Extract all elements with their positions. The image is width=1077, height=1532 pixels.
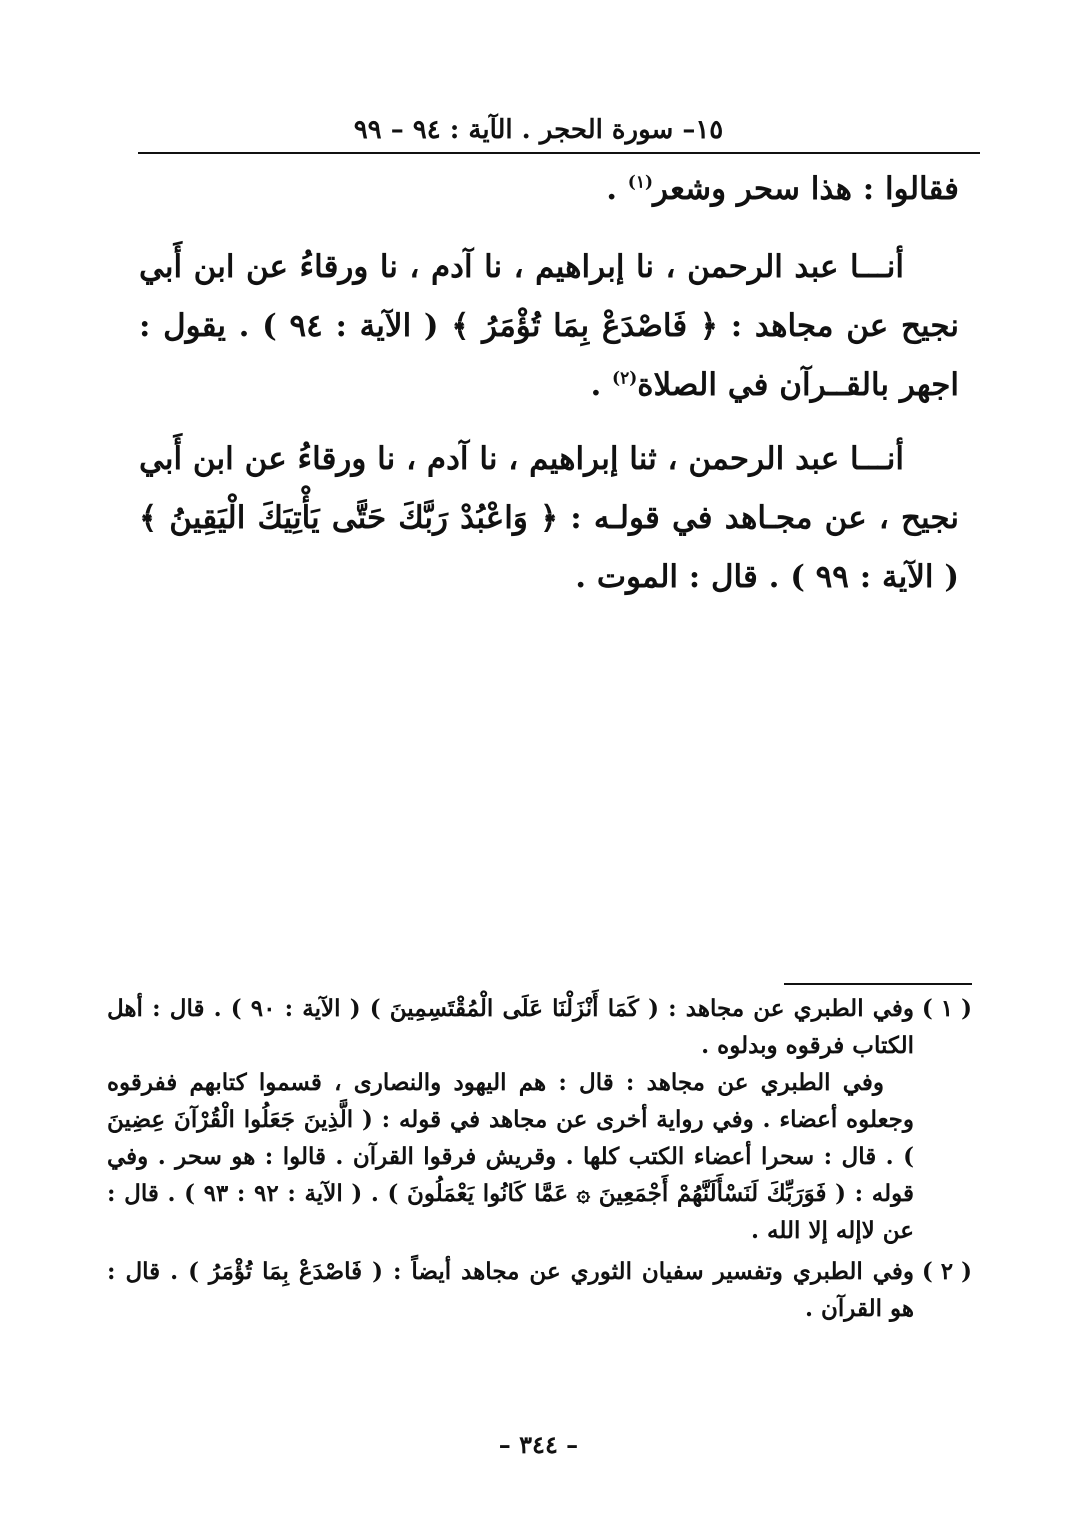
footnote-ref-1: (١) [627, 172, 654, 193]
footnote-body [107, 990, 914, 1249]
body-paragraph-2 [139, 430, 959, 607]
paragraph-1-text: أنـــا عبد الرحمن ، نا إبراهيم ، نا آدم ، نا ورقاءُ عن ابن أَبي نجيح عن مجاهد : ﴿ فَاصْدَعْ بِمَا تُؤْمَرُ ﴾ ( الآية : ٩٤ ) . يقول : اجهر بالقــرآن في الصلاة [139, 249, 960, 403]
body-paragraph-0 [139, 160, 959, 219]
footnote-ref-2: (٢) [612, 368, 638, 389]
paragraph-0-text: فقالوا : هذا سحر وشعر [653, 171, 959, 207]
footnotes-section [107, 990, 972, 1327]
footnote-body [107, 1253, 914, 1327]
paragraph-0-end: . [606, 171, 628, 207]
paragraph-2-text: أنـــا عبد الرحمن ، ثنا إبراهيم ، نا آدم ، نا ورقاءُ عن ابن أَبي نجيح ، عن مجـاهد في قولـه : ﴿ وَاعْبُدْ رَبَّكَ حَتَّى يَأْتِيَكَ الْيَقِينُ ﴾ ( الآية : ٩٩ ) . قال : الموت . [139, 441, 959, 595]
header-divider [138, 152, 980, 154]
running-head: ١٥– سورة الحجر . الآية : ٩٤ – ٩٩ [353, 115, 724, 145]
footnote-line: وفي الطبري وتفسير سفيان الثوري عن مجاهد أيضاً : ( فَاصْدَعْ بِمَا تُؤْمَرُ ) . قال : هو القرآن . [107, 1258, 914, 1322]
page-number: – ٣٤٤ – [498, 1430, 579, 1459]
footnote-line: وفي الطبري عن مجاهد : قال : هم اليهود والنصارى ، قسموا كتابهم ففرقوه وجعلوه أعضاء . وفي رواية أخرى عن مجاهد في قوله : ( الَّذِينَ جَعَلُوا الْقُرْآنَ عِضِينَ ) . قال : سحرا أعضاء الكتب كلها . وقريش فرقوا القرآن . قالوا : هو سحر . وفي قوله : ( فَوَرَبِّكَ لَنَسْأَلَنَّهُمْ أَجْمَعِينَ ۞ عَمَّا كَانُوا يَعْمَلُونَ ) . ( الآية : ٩٢ : ٩٣ ) . قال : عن لاإله إلا الله . [107, 1069, 914, 1244]
footnote-divider [784, 983, 972, 985]
body-paragraph-1 [139, 238, 959, 415]
footnote-1 [107, 990, 972, 1249]
footnote-number: ( ٢ ) [921, 1258, 972, 1285]
footnote-line: وفي الطبري عن مجاهد : ( كَمَا أَنْزَلْنَا عَلَى الْمُقْتَسِمِينَ ) ( الآية : ٩٠ ) . قال : أهل الكتاب فرقوه وبدلوه . [107, 995, 915, 1059]
footnote-2 [107, 1253, 972, 1327]
footnote-number: ( ١ ) [921, 995, 972, 1022]
paragraph-1-end: . [590, 367, 613, 403]
